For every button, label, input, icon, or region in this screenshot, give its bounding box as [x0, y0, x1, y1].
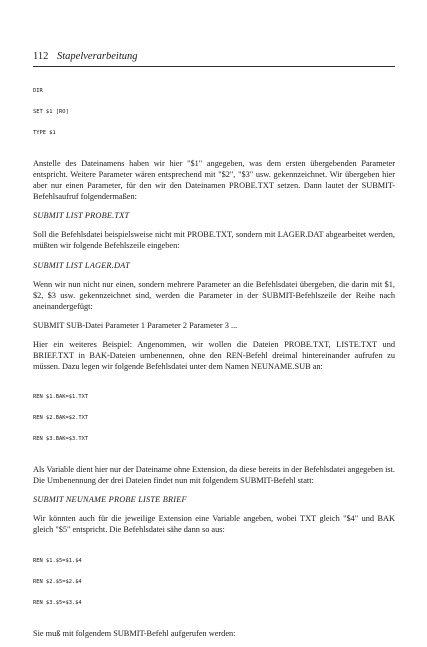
command-example-3: SUBMIT NEUNAME PROBE LISTE BRIEF [33, 495, 187, 505]
paragraph-7: Sie muß mit folgendem SUBMIT-Befehl aufgerufen werden: [33, 628, 236, 638]
paragraph-5: Als Variable dient hier nur der Dateiname ohne Extension, da diese bereits in der Befehlsdatei angegeben ist. Die Umbenennung der drei Dateien findet nun mit folgendem SUBMIT-Befehl statt: [33, 465, 395, 486]
running-header [33, 50, 393, 63]
header-rule [33, 66, 395, 67]
code-line: REN $3.BAK=$3.TXT [33, 436, 89, 443]
code-line: REN $1.BAK=$1.TXT [33, 394, 89, 401]
code-block-1 [33, 74, 395, 151]
code-line: REN $2.BAK=$2.TXT [33, 415, 89, 422]
paragraph-3: Wenn wir nun nicht nur einen, sondern mehrere Parameter an die Befehlsdatei übergeben, die darin mit $1, $2, $3 usw. gekennzeichnet sind, werden die Parameter in der SUBMIT-Befehlszeile der Reihe nach aneinandergefügt: [33, 279, 395, 311]
paragraph-1: Anstelle des Dateinamens haben wir hier "$1" angegeben, was dem ersten übergebenden Parameter entspricht. Weitere Parameter wären entsprechend mit "$2", "$3" usw. gekennzeichnet. Wir übergeben hier aber nur einen Parameter, für den wir den Dateinamen PROBE.TXT setzen. Dann lautet der SUBMIT-Befehlsaufruf folgendermaßen: [33, 159, 395, 202]
code-line: SET $1 [RO] [33, 109, 69, 115]
page-number: 112 [33, 51, 49, 62]
code-block-3 [33, 544, 395, 621]
code-line: TYPE $1 [33, 130, 56, 136]
paragraph-2: Soll die Befehlsdatei beispielsweise nicht mit PROBE.TXT, sondern mit LAGER.DAT abgearbeitet werden, müßten wir folgende Befehlszeile eingeben: [33, 230, 395, 251]
code-line: REN $1.$5=$1.$4 [33, 557, 82, 564]
running-title: Stapelverarbeitung [57, 51, 138, 62]
code-line: REN $3.$5=$3.$4 [33, 599, 82, 606]
paragraph-6: Wir könnten auch für die jeweilige Extension eine Variable angeben, wobei TXT gleich "$4" und BAK gleich "$5" entspricht. Die Befehlsdatei sähe dann so aus: [33, 514, 395, 535]
paragraph-4: Hier ein weiteres Beispiel: Angenommen, wir wollen die Dateien PROBE.TXT, LISTE.TXT und BRIEF.TXT in BAK-Dateien umbenennen, ohne den REN-Befehl dreimal hintereinander aufrufen zu müssen. Dazu legen wir folgende Befehlsdatei unter dem Namen NEUNAME.SUB an: [33, 339, 395, 372]
command-example-2: SUBMIT LIST LAGER.DAT [33, 260, 130, 270]
page-content [33, 74, 395, 647]
code-block-2 [33, 380, 395, 457]
command-example-1: SUBMIT LIST PROBE.TXT [33, 211, 130, 221]
command-syntax: SUBMIT SUB-Datei Parameter 1 Parameter 2 Parameter 3 ... [33, 320, 238, 330]
code-line: DIR [33, 88, 43, 94]
code-line: REN $2.$5=$2.$4 [33, 578, 82, 585]
